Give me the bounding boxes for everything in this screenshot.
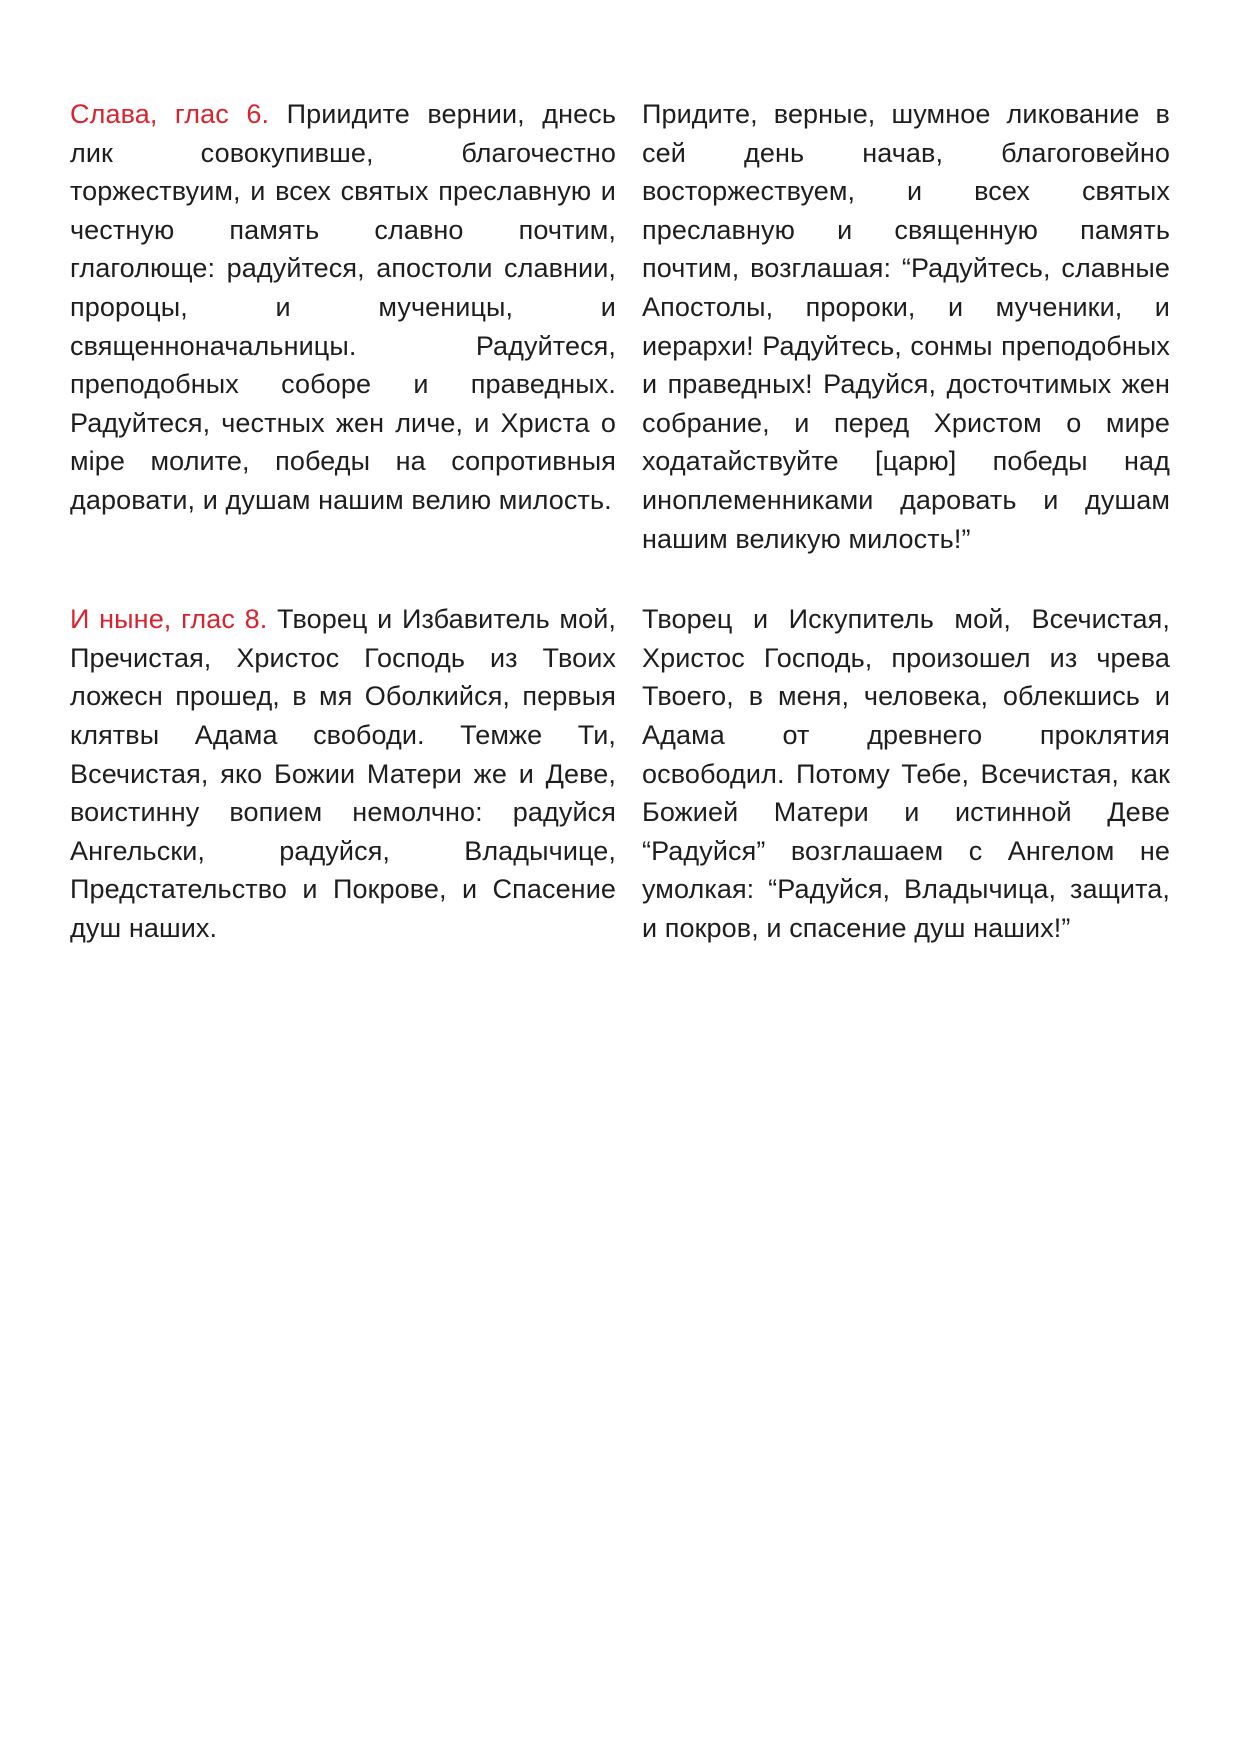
hymn-translation: Придите, верные, шумное ликование в сей день начав, благоговейно восторжествуем, и всех святых преславную и священную память почтим, возглашая: “Радуйтесь, славные Апостолы, пророки, и мученики, и иерархи! Радуйтесь, сонмы преподобных и праведных! Радуйся, досточтимых жен собрание, и перед Христом о мире ходатайствуйте [царю] победы над иноплеменниками даровать и душам нашим великую милость!” <box>642 99 1170 554</box>
russian-translation-text <box>642 600 1170 947</box>
church-slavonic-text <box>70 600 616 947</box>
parallel-text-page <box>70 95 1170 947</box>
hymn-row-slava <box>70 95 1170 558</box>
hymn-translation: Творец и Искупитель мой, Всечистая, Христос Господь, произошел из чрева Твоего, в меня, человека, облекшись и Адама от древнего проклятия освободил. Потому Тебе, Всечистая, как Божией Матери и истинной Деве “Радуйся” возглашаем с Ангелом не умолкая: “Радуйся, Владычица, защита, и покров, и спасение душ наших!” <box>642 604 1170 943</box>
hymn-text: Творец и Избавитель мой, Пречистая, Христос Господь из Твоих ложесн прошед, в мя Оболкийся, первыя клятвы Адама свободи. Темже Ти, Всечистая, яко Божии Матери же и Деве, воистинну вопием немолчно: радуйся Ангельски, радуйся, Владычице, Предстательство и Покрове, и Спасение душ наших. <box>70 604 616 943</box>
rubric-label: И ныне, глас 8. <box>70 604 268 635</box>
hymn-row-i-nyne <box>70 600 1170 947</box>
church-slavonic-text <box>70 95 616 558</box>
rubric-label: Слава, глас 6. <box>70 99 270 129</box>
hymn-text: Приидите вернии, днесь лик совокупивше, благочестно торжествуим, и всех святых преславную и честную память славно почтим, глаголюще: радуйтеся, апостоли славнии, пророцы, и мученицы, и священноначальницы. Радуйтеся, преподобных соборе и праведных. Радуйтеся, честных жен личе, и Христа о міре молите, победы на сопротивныя даровати, и душам нашим велию милость. <box>70 99 617 515</box>
russian-translation-text <box>642 95 1170 558</box>
